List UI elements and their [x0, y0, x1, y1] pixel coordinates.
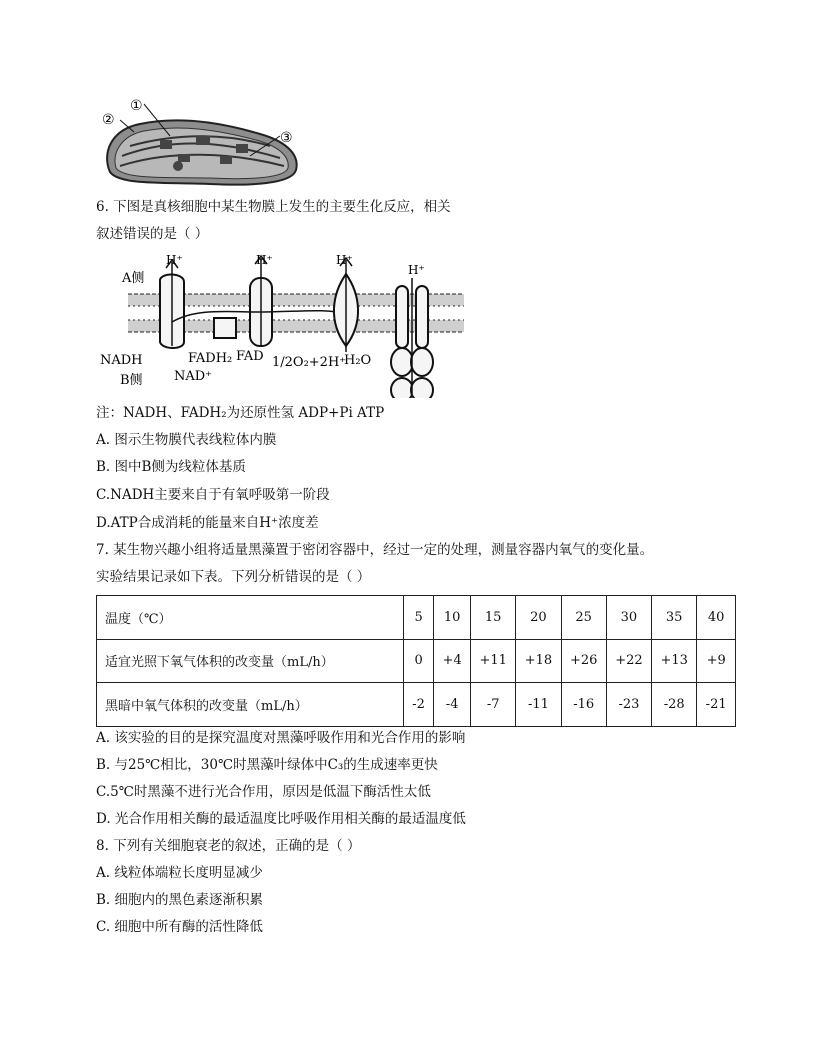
- table-cell: 25: [561, 596, 606, 640]
- h-plus-label-1: H⁺: [166, 253, 183, 267]
- table-row-label: 黑暗中氧气体积的改变量（mL/h）: [97, 683, 404, 727]
- q8-option-c: C. 细胞中所有酶的活性降低: [96, 919, 263, 935]
- nadh-label: NADH: [100, 353, 143, 368]
- q7-stem-line2: 实验结果记录如下表。下列分析错误的是（ ）: [96, 569, 371, 585]
- q6-note: 注：NADH、FADH₂为还原性氢 ADP+Pi ATP: [96, 405, 385, 421]
- side-b-label: B侧: [120, 373, 143, 388]
- table-cell: 40: [697, 596, 736, 640]
- q6-option-d: D.ATP合成消耗的能量来自H⁺浓度差: [96, 515, 319, 531]
- table-cell: 30: [606, 596, 651, 640]
- h-plus-label-2: H⁺: [256, 253, 273, 267]
- q6-option-a: A. 图示生物膜代表线粒体内膜: [96, 432, 277, 448]
- label-1: ①: [130, 98, 143, 114]
- table-cell: +13: [652, 639, 697, 683]
- label-2: ②: [102, 112, 115, 128]
- table-cell: 0: [404, 639, 434, 683]
- side-a-label: A侧: [122, 271, 145, 286]
- table-cell: +22: [606, 639, 651, 683]
- q7-option-b: B. 与25℃相比，30℃时黑藻叶绿体中C₃的生成速率更快: [96, 757, 438, 773]
- table-cell: -2: [404, 683, 434, 727]
- fadh2-label: FADH₂: [188, 351, 233, 366]
- q7-option-c: C.5℃时黑藻不进行光合作用，原因是低温下酶活性太低: [96, 784, 431, 800]
- table-cell: +26: [561, 639, 606, 683]
- membrane-figure: [96, 252, 466, 398]
- table-row: [97, 683, 736, 727]
- table-cell: 35: [652, 596, 697, 640]
- table-cell: +9: [697, 639, 736, 683]
- q6-stem-line2: 叙述错误的是（ ）: [96, 226, 209, 242]
- q7-option-a: A. 该实验的目的是探究温度对黑藻呼吸作用和光合作用的影响: [96, 730, 466, 746]
- q7-option-d: D. 光合作用相关酶的最适温度比呼吸作用相关酶的最适温度低: [96, 811, 466, 827]
- table-cell: -16: [561, 683, 606, 727]
- table-cell: +18: [516, 639, 561, 683]
- q8-option-a: A. 线粒体端粒长度明显减少: [96, 865, 263, 881]
- q8-stem: 8. 下列有关细胞衰老的叙述，正确的是（ ）: [96, 838, 361, 854]
- table-cell: -28: [652, 683, 697, 727]
- table-row-label: 适宜光照下氧气体积的改变量（mL/h）: [97, 639, 404, 683]
- table-cell: +11: [471, 639, 516, 683]
- reaction-label: 1/2O₂+2H⁺: [272, 355, 347, 370]
- q6-option-c: C.NADH主要来自于有氧呼吸第一阶段: [96, 487, 330, 503]
- q8-option-b: B. 细胞内的黑色素逐渐积累: [96, 892, 264, 908]
- table-cell: 15: [471, 596, 516, 640]
- q7-stem-line1: 7. 某生物兴趣小组将适量黑藻置于密闭容器中，经过一定的处理，测量容器内氧气的变化量。: [96, 542, 654, 558]
- table-cell: 20: [516, 596, 561, 640]
- table-header-label: 温度（℃）: [97, 596, 404, 640]
- table-header-row: [97, 596, 736, 640]
- h-plus-label-4: H⁺: [408, 263, 425, 277]
- h-plus-label-3: H⁺: [336, 253, 353, 267]
- fad-label: FAD: [236, 349, 264, 364]
- table-cell: -21: [697, 683, 736, 727]
- table-cell: -7: [471, 683, 516, 727]
- table-cell: -11: [516, 683, 561, 727]
- table-cell: -23: [606, 683, 651, 727]
- chloroplast-figure: [100, 94, 312, 188]
- table-row: [97, 639, 736, 683]
- oxygen-table: [96, 595, 736, 727]
- table-cell: 5: [404, 596, 434, 640]
- q6-stem-line1: 6. 下图是真核细胞中某生物膜上发生的主要生化反应，相关: [96, 199, 451, 215]
- label-3: ③: [280, 130, 293, 146]
- nad-plus-label: NAD⁺: [174, 369, 213, 384]
- q6-option-b: B. 图中B侧为线粒体基质: [96, 459, 246, 475]
- table-cell: -4: [434, 683, 471, 727]
- water-label: H₂O: [344, 353, 372, 368]
- table-cell: 10: [434, 596, 471, 640]
- table-cell: +4: [434, 639, 471, 683]
